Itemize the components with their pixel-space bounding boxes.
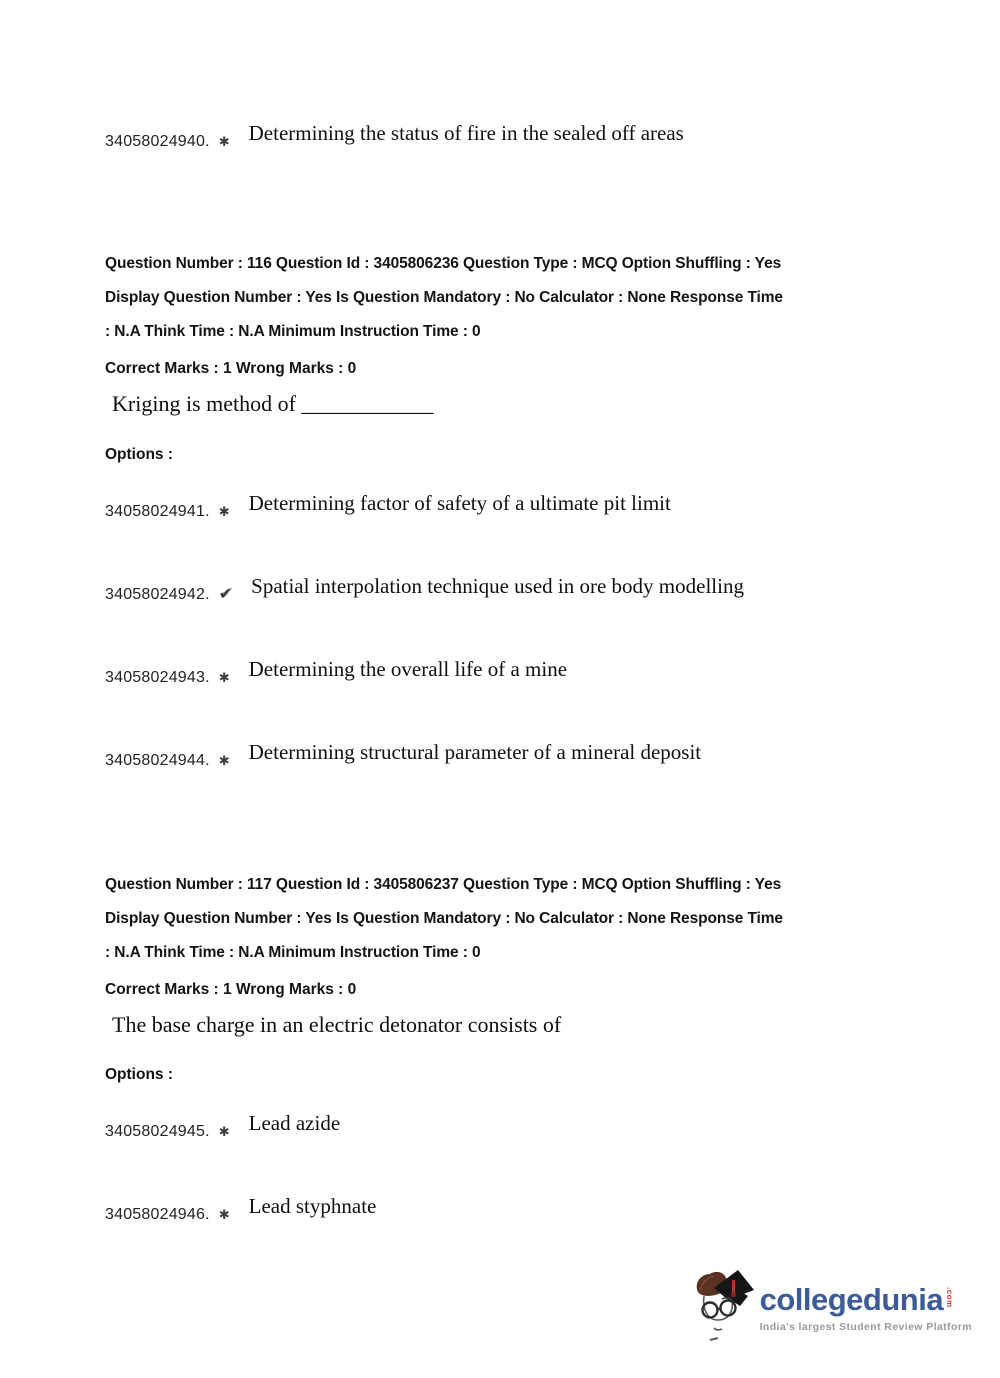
- page-content: [0, 120, 1000, 1224]
- option-id: 34058024942.: [105, 585, 210, 603]
- option-row: [105, 1110, 900, 1141]
- brand-text-group: [759, 1281, 972, 1333]
- option-text: Lead styphnate: [248, 1194, 377, 1218]
- option-text: Spatial interpolation technique used in ore body modelling: [251, 573, 744, 598]
- option-id-group: [105, 669, 230, 687]
- option-id-group: [105, 1123, 230, 1141]
- brand-suffix: .com: [945, 1286, 955, 1308]
- marks-line: Correct Marks : 1 Wrong Marks : 0: [105, 360, 357, 377]
- option-id-group: [105, 133, 230, 151]
- option-id: 34058024945.: [105, 1123, 210, 1140]
- option-id: 34058024941.: [105, 502, 210, 520]
- question-text: The base charge in an electric detonator consists of: [112, 1011, 562, 1037]
- collegedunia-logo: [692, 1266, 972, 1350]
- wrong-answer-icon: ✱: [218, 1207, 230, 1222]
- option-text: Determining the overall life of a mine: [248, 656, 568, 681]
- option-id-group: [105, 1206, 230, 1224]
- option-row: [105, 656, 900, 687]
- question-meta-line: Display Question Number : Yes Is Question Mandatory : No Calculator : None Response Time: [105, 289, 783, 306]
- wrong-answer-icon: ✱: [218, 1124, 230, 1139]
- option-id: 34058024940.: [105, 133, 210, 150]
- question-meta-line: Display Question Number : Yes Is Question Mandatory : No Calculator : None Response Time: [105, 909, 783, 927]
- wrong-answer-icon: ✱: [218, 503, 230, 519]
- options-label: Options :: [105, 1066, 174, 1083]
- question-block-116: [105, 247, 900, 770]
- option-id: 34058024944.: [105, 751, 210, 769]
- option-id: 34058024943.: [105, 668, 210, 686]
- question-text: Kriging is method of ____________: [112, 391, 434, 416]
- option-row: [105, 1193, 900, 1224]
- question-meta-line: : N.A Think Time : N.A Minimum Instruction Time : 0: [105, 323, 481, 340]
- question-meta-line: : N.A Think Time : N.A Minimum Instruction Time : 0: [105, 943, 481, 961]
- marks-line: Correct Marks : 1 Wrong Marks : 0: [105, 980, 357, 998]
- option-id-group: [105, 752, 230, 770]
- question-meta-line: Question Number : 117 Question Id : 3405806237 Question Type : MCQ Option Shuffling : Yes: [105, 875, 782, 893]
- option-text: Determining structural parameter of a mineral deposit: [248, 739, 702, 764]
- option-row: [105, 573, 900, 604]
- option-id: 34058024946.: [105, 1206, 210, 1223]
- wrong-answer-icon: ✱: [218, 752, 230, 768]
- options-label: Options :: [105, 445, 174, 463]
- option-id-group: [105, 586, 232, 604]
- brand-name: collegedunia: [759, 1281, 944, 1317]
- brand-tagline: India's largest Student Review Platform: [759, 1320, 972, 1333]
- option-text: Lead azide: [248, 1111, 341, 1135]
- question-block-117: [105, 868, 900, 1225]
- option-id-group: [105, 503, 230, 521]
- question-meta-line: Question Number : 116 Question Id : 3405806236 Question Type : MCQ Option Shuffling : Yes: [105, 255, 782, 272]
- correct-answer-icon: ✔: [218, 585, 233, 603]
- option-text: Determining the status of fire in the sealed off areas: [248, 121, 684, 145]
- wrong-answer-icon: ✱: [218, 134, 230, 149]
- option-row: [105, 120, 900, 151]
- option-row: [105, 739, 900, 770]
- collegedunia-mascot-icon: [692, 1266, 754, 1350]
- wrong-answer-icon: ✱: [218, 669, 230, 685]
- option-text: Determining factor of safety of a ultimate pit limit: [248, 490, 671, 515]
- option-row: [105, 490, 900, 521]
